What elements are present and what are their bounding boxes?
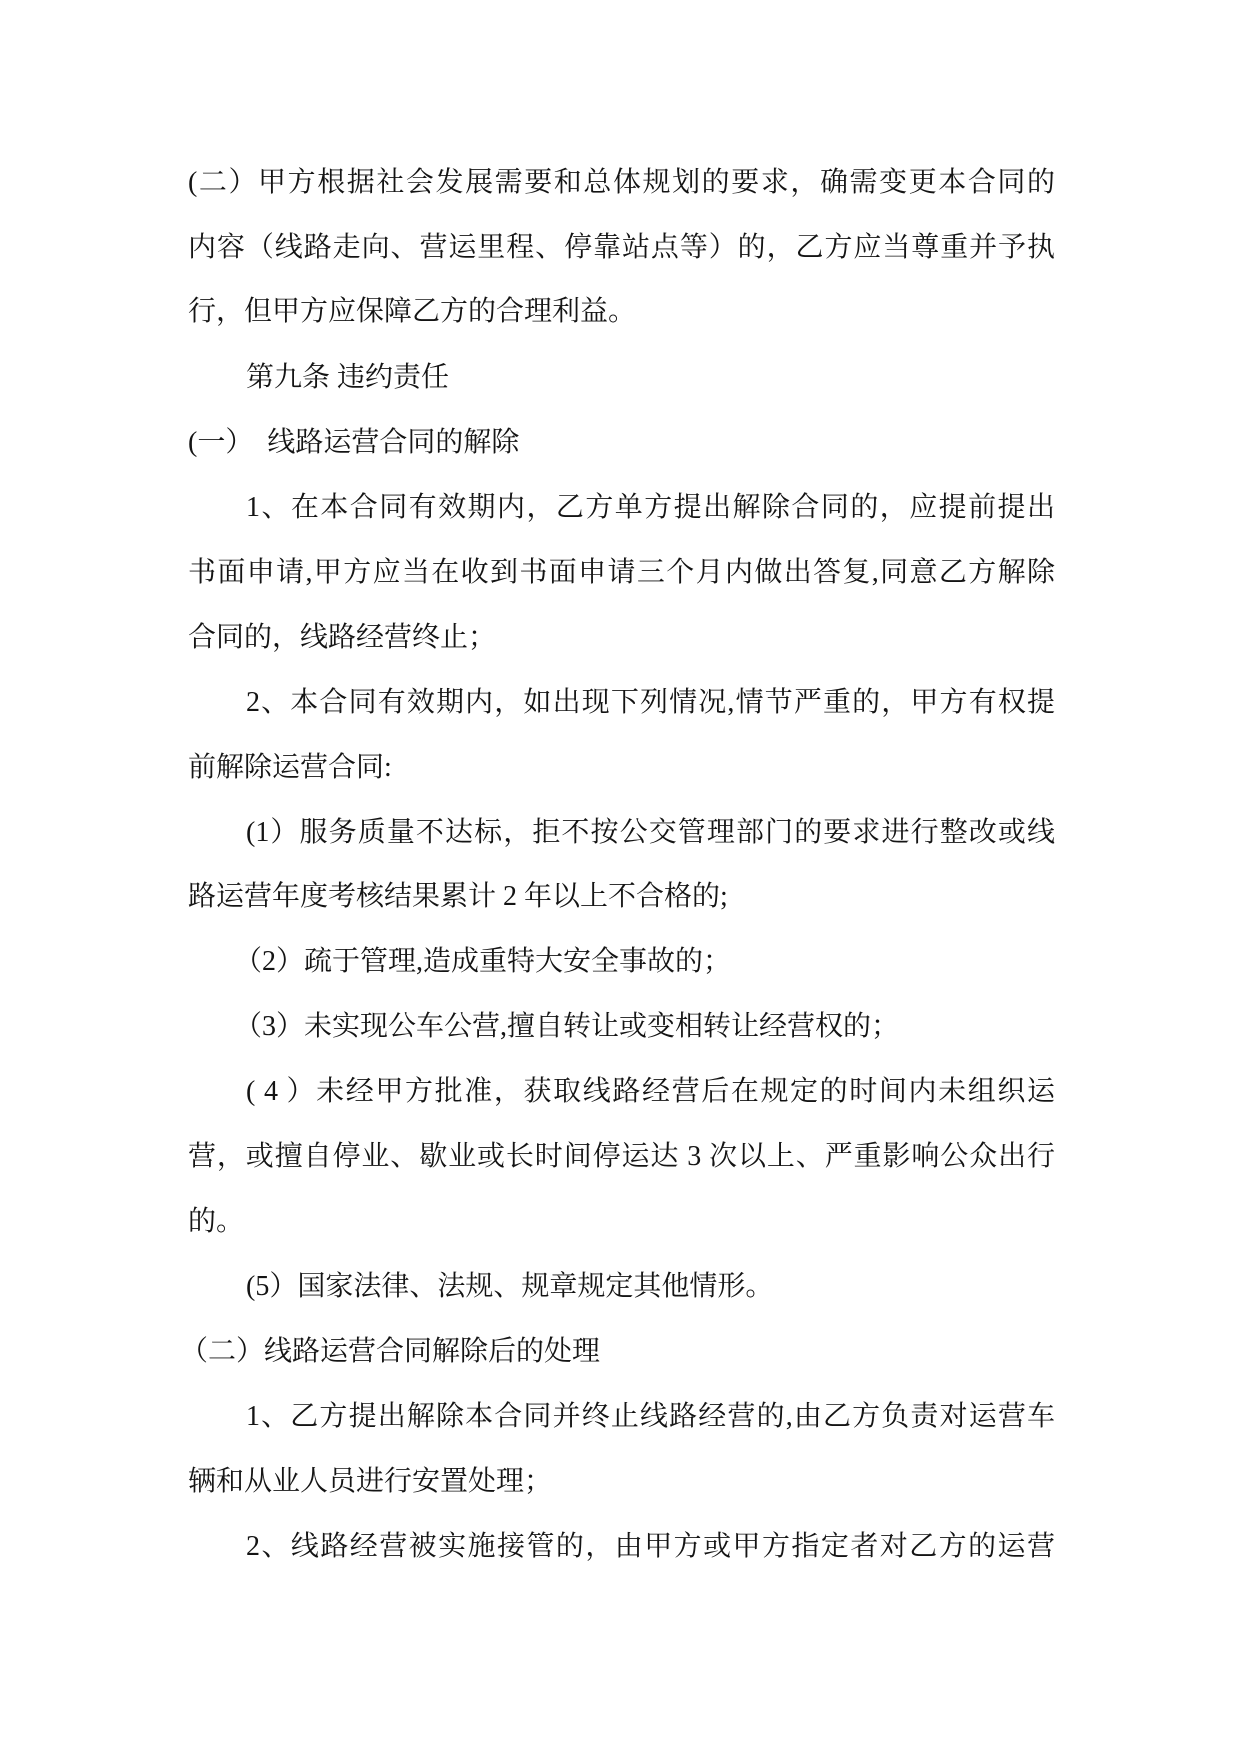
list-item-line: (1）服务质量不达标，拒不按公交管理部门的要求进行整改或线 [246,817,1055,848]
body-text-line: 营，或擅自停业、歇业或长时间停运达 3 次以上、严重影响公众出行 [188,1141,1055,1172]
clause-line: 1、乙方提出解除本合同并终止线路经营的,由乙方负责对运营车 [246,1401,1055,1432]
list-item-line: (5）国家法律、法规、规章规定其他情形。 [246,1271,774,1302]
clause-line: 2、本合同有效期内，如出现下列情况,情节严重的，甲方有权提 [246,687,1055,718]
body-text-line: 内容（线路走向、营运里程、停靠站点等）的，乙方应当尊重并予执 [188,232,1055,263]
body-text-line: 辆和从业人员进行安置处理； [188,1466,553,1497]
body-text-line: 合同的，线路经营终止； [188,622,497,653]
body-text-line: 的。 [188,1206,245,1237]
article-heading: 第九条 违约责任 [246,362,450,393]
list-item-line: （2）疏于管理,造成重特大安全事故的； [234,946,732,977]
body-text-line: (二）甲方根据社会发展需要和总体规划的要求，确需变更本合同的 [188,167,1055,198]
body-text-line: 路运营年度考核结果累计 2 年以上不合格的; [188,881,728,912]
subsection-heading: （二）线路运营合同解除后的处理 [180,1336,601,1367]
body-text-line: 前解除运营合同: [188,752,392,783]
list-item-line: （3）未实现公车公营,擅自转让或变相转让经营权的； [234,1011,900,1042]
clause-line: 2、线路经营被实施接管的，由甲方或甲方指定者对乙方的运营 [246,1531,1055,1562]
body-text-line: 行，但甲方应保障乙方的合理利益。 [188,296,637,327]
list-item-line: ( 4 ）未经甲方批准，获取线路经营后在规定的时间内未组织运 [246,1076,1055,1107]
clause-line: 1、在本合同有效期内，乙方单方提出解除合同的，应提前提出 [246,492,1055,523]
subsection-heading: (一） 线路运营合同的解除 [188,427,520,458]
body-text-line: 书面申请,甲方应当在收到书面申请三个月内做出答复,同意乙方解除 [188,557,1055,588]
